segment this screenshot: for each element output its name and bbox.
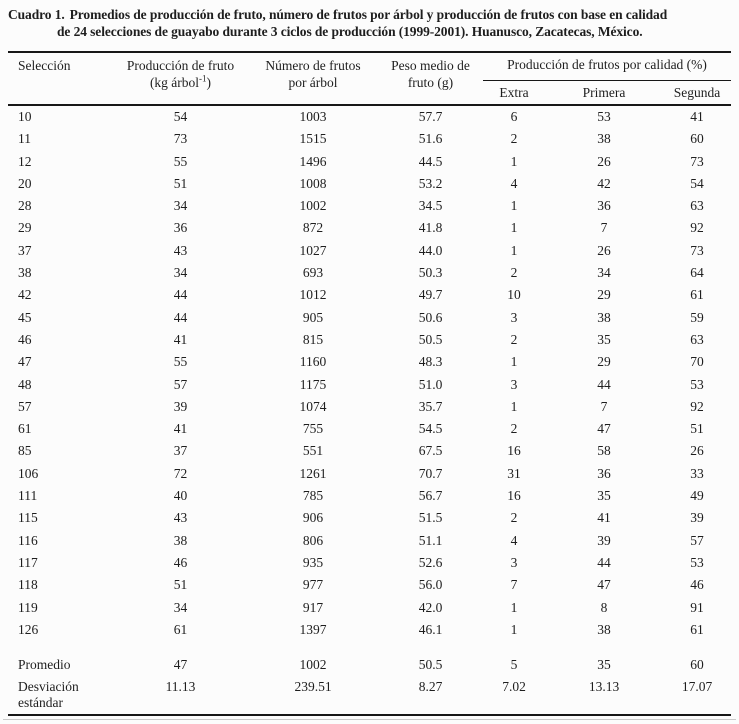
value-cell: 38 — [597, 309, 611, 325]
summary-label: Desviación estándar — [18, 678, 79, 711]
value-cell: 64 — [690, 265, 704, 281]
value-cell: 44.5 — [418, 153, 443, 169]
value-cell: 61 — [690, 621, 704, 637]
seleccion-cell: 85 — [18, 443, 32, 459]
value-cell: 4 — [510, 532, 518, 548]
value-cell: 2 — [510, 265, 518, 281]
value-cell: 70.7 — [418, 465, 443, 481]
value-cell: 5 — [510, 657, 518, 673]
value-cell: 39 — [173, 398, 188, 414]
value-cell: 1008 — [299, 175, 327, 191]
value-cell: 26 — [597, 153, 611, 169]
value-cell: 4 — [510, 175, 518, 191]
value-cell: 44.0 — [418, 242, 443, 258]
value-cell: 38 — [173, 532, 188, 548]
table-header — [8, 52, 731, 105]
seleccion-cell: 37 — [18, 242, 32, 258]
table-row — [8, 396, 731, 418]
value-cell: 53 — [690, 554, 704, 570]
value-cell: 1 — [510, 242, 518, 258]
header-row-group — [8, 52, 731, 80]
value-cell: 63 — [690, 198, 704, 214]
value-cell: 57 — [173, 376, 188, 392]
seleccion-cell: 115 — [18, 510, 38, 526]
value-cell: 50.6 — [418, 309, 443, 325]
table-row — [8, 574, 731, 596]
value-cell: 1160 — [299, 354, 327, 370]
value-cell: 57 — [690, 532, 704, 548]
table-row — [8, 307, 731, 329]
value-cell: 46 — [173, 554, 188, 570]
seleccion-cell: 11 — [18, 131, 31, 147]
value-cell: 16 — [507, 443, 521, 459]
col-header-numero-line2: por árbol — [288, 74, 338, 90]
value-cell: 42.0 — [418, 599, 443, 615]
value-cell: 54 — [173, 109, 188, 124]
value-cell: 50.5 — [418, 331, 443, 347]
value-cell: 50.3 — [418, 265, 443, 281]
value-cell: 57.7 — [418, 109, 443, 124]
value-cell: 41 — [597, 510, 611, 526]
value-cell: 43 — [173, 242, 188, 258]
value-cell: 2 — [510, 131, 518, 147]
value-cell: 61 — [690, 287, 704, 303]
value-cell: 34 — [173, 599, 188, 615]
value-cell: 26 — [690, 443, 704, 459]
value-cell: 56.0 — [418, 577, 443, 593]
table-row — [8, 374, 731, 396]
value-cell: 35 — [597, 657, 611, 673]
caption-label: Cuadro 1. — [8, 7, 65, 22]
value-cell: 7.02 — [502, 678, 526, 694]
value-cell: 8 — [600, 599, 608, 615]
value-cell: 3 — [510, 554, 518, 570]
value-cell: 51.1 — [418, 532, 443, 548]
value-cell: 34 — [173, 265, 188, 281]
value-cell: 63 — [690, 331, 704, 347]
value-cell: 1496 — [299, 153, 327, 169]
seleccion-cell: 10 — [18, 109, 32, 124]
value-cell: 60 — [690, 131, 704, 147]
value-cell: 1261 — [299, 465, 327, 481]
col-header-produccion-unit: (kg árbol$^{-1}$) — [149, 73, 212, 90]
table-row — [8, 217, 731, 239]
value-cell: 1175 — [299, 376, 327, 392]
table-row — [8, 552, 731, 574]
seleccion-cell: 106 — [18, 465, 39, 481]
value-cell: 2 — [510, 331, 518, 347]
seleccion-cell: 45 — [18, 309, 32, 325]
value-cell: 785 — [302, 488, 324, 504]
table-row — [8, 105, 731, 128]
table-body — [8, 105, 731, 641]
value-cell: 693 — [302, 265, 324, 281]
value-cell: 49 — [690, 488, 704, 504]
value-cell: 49.7 — [418, 287, 443, 303]
value-cell: 8.27 — [418, 678, 443, 694]
value-cell: 1515 — [299, 131, 327, 147]
value-cell: 51 — [690, 421, 704, 437]
value-cell: 1 — [510, 621, 518, 637]
seleccion-cell: 38 — [18, 265, 32, 281]
value-cell: 6 — [510, 109, 518, 124]
table-row — [8, 151, 731, 173]
value-cell: 10 — [507, 287, 521, 303]
value-cell: 31 — [507, 465, 521, 481]
value-cell: 34 — [597, 265, 611, 281]
seleccion-cell: 119 — [18, 599, 38, 615]
value-cell: 59 — [690, 309, 704, 325]
value-cell: 977 — [302, 577, 324, 593]
value-cell: 1002 — [299, 198, 327, 214]
caption-line1 — [8, 7, 731, 24]
value-cell: 755 — [302, 421, 324, 437]
seleccion-cell: 61 — [18, 421, 32, 437]
seleccion-cell: 47 — [18, 354, 32, 370]
spacer-row — [8, 641, 731, 654]
value-cell: 34.5 — [418, 198, 443, 214]
value-cell: 73 — [173, 131, 188, 147]
seleccion-cell: 57 — [18, 398, 32, 414]
value-cell: 67.5 — [418, 443, 443, 459]
seleccion-cell: 48 — [18, 376, 32, 392]
value-cell: 52.6 — [418, 554, 443, 570]
value-cell: 7 — [600, 398, 608, 414]
value-cell: 72 — [173, 465, 188, 481]
production-table — [8, 51, 731, 716]
value-cell: 935 — [302, 554, 324, 570]
superscript-exponent: -1 — [199, 73, 207, 83]
table-row — [8, 597, 731, 619]
value-cell: 39 — [690, 510, 704, 526]
col-header-numero — [248, 52, 378, 105]
value-cell: 61 — [173, 621, 188, 637]
table-row — [8, 507, 731, 529]
table-row — [8, 463, 731, 485]
seleccion-cell: 42 — [18, 287, 32, 303]
col-header-extra: Extra — [483, 80, 545, 105]
col-header-peso-line1: Peso medio de — [391, 58, 470, 73]
summary-row — [8, 676, 731, 715]
value-cell: 26 — [597, 242, 611, 258]
scan-artifact-rule — [3, 719, 736, 720]
value-cell: 1003 — [299, 109, 327, 124]
table-row — [8, 195, 731, 217]
value-cell: 7 — [600, 220, 608, 236]
seleccion-cell: 111 — [18, 488, 38, 504]
value-cell: 44 — [597, 554, 611, 570]
seleccion-cell: 20 — [18, 175, 32, 191]
value-cell: 73 — [690, 153, 704, 169]
value-cell: 51 — [173, 577, 188, 593]
seleccion-cell: 116 — [18, 532, 38, 548]
table-row — [8, 262, 731, 284]
value-cell: 55 — [173, 354, 188, 370]
value-cell: 1 — [510, 599, 518, 615]
table-row — [8, 329, 731, 351]
value-cell: 53 — [690, 376, 704, 392]
value-cell: 917 — [302, 599, 324, 615]
seleccion-cell: 12 — [18, 153, 32, 169]
col-header-primera: Primera — [545, 80, 663, 105]
value-cell: 33 — [690, 465, 704, 481]
col-header-numero-line1: Número de frutos — [265, 58, 361, 73]
value-cell: 1074 — [299, 398, 327, 414]
value-cell: 46.1 — [418, 621, 443, 637]
value-cell: 35.7 — [418, 398, 443, 414]
value-cell: 41 — [690, 109, 704, 124]
summary-label: Promedio — [18, 657, 71, 673]
col-header-produccion-line1: Producción de fruto — [126, 58, 235, 73]
value-cell: 1 — [510, 398, 518, 414]
value-cell: 43 — [173, 510, 188, 526]
value-cell: 1 — [510, 354, 518, 370]
table-row — [8, 418, 731, 440]
value-cell: 51.5 — [418, 510, 443, 526]
value-cell: 906 — [302, 510, 324, 526]
value-cell: 1 — [510, 198, 518, 214]
value-cell: 3 — [510, 309, 518, 325]
col-header-peso-line2: fruto (g) — [407, 74, 454, 90]
value-cell: 54.5 — [418, 421, 443, 437]
table-row — [8, 619, 731, 641]
value-cell: 41.8 — [418, 220, 443, 236]
value-cell: 35 — [597, 488, 611, 504]
value-cell: 36 — [597, 198, 611, 214]
value-cell: 70 — [690, 354, 704, 370]
value-cell: 29 — [597, 354, 611, 370]
value-cell: 38 — [597, 131, 611, 147]
value-cell: 50.5 — [418, 657, 443, 673]
value-cell: 41 — [173, 421, 188, 437]
value-cell: 1397 — [299, 621, 327, 637]
value-cell: 53.2 — [418, 175, 443, 191]
value-cell: 2 — [510, 510, 518, 526]
value-cell: 60 — [690, 657, 704, 673]
value-cell: 13.13 — [588, 678, 620, 694]
value-cell: 2 — [510, 421, 518, 437]
seleccion-cell: 126 — [18, 621, 39, 637]
seleccion-cell: 117 — [18, 554, 38, 570]
value-cell: 1027 — [299, 242, 327, 258]
caption-text-line1: Promedios de producción de fruto, número de frutos por árbol y producción de frutos con base en calidad — [69, 7, 668, 22]
summary-body — [8, 641, 731, 715]
value-cell: 3 — [510, 376, 518, 392]
summary-row — [8, 654, 731, 676]
value-cell: 815 — [302, 331, 324, 347]
value-cell: 872 — [302, 220, 324, 236]
col-header-seleccion: Selección — [8, 52, 113, 105]
value-cell: 44 — [597, 376, 611, 392]
value-cell: 92 — [690, 220, 704, 236]
seleccion-cell: 46 — [18, 331, 32, 347]
value-cell: 39 — [597, 532, 611, 548]
table-row — [8, 530, 731, 552]
value-cell: 37 — [173, 443, 188, 459]
value-cell: 44 — [173, 309, 188, 325]
col-header-calidad-group: Producción de frutos por calidad (%) — [483, 52, 731, 80]
value-cell: 41 — [173, 331, 188, 347]
table-row — [8, 240, 731, 262]
col-header-peso — [378, 52, 483, 105]
table-row — [8, 284, 731, 306]
value-cell: 239.51 — [294, 678, 332, 694]
table-row — [8, 440, 731, 462]
value-cell: 34 — [173, 198, 188, 214]
table-row — [8, 351, 731, 373]
col-header-segunda: Segunda — [663, 80, 731, 105]
value-cell: 905 — [302, 309, 324, 325]
value-cell: 551 — [302, 443, 324, 459]
value-cell: 35 — [597, 331, 611, 347]
value-cell: 91 — [690, 599, 704, 615]
value-cell: 51.0 — [418, 376, 443, 392]
value-cell: 73 — [690, 242, 704, 258]
value-cell: 44 — [173, 287, 188, 303]
value-cell: 51.6 — [418, 131, 443, 147]
value-cell: 46 — [690, 577, 704, 593]
value-cell: 54 — [690, 175, 704, 191]
table-caption — [8, 7, 731, 40]
value-cell: 58 — [597, 443, 611, 459]
value-cell: 55 — [173, 153, 188, 169]
caption-text-line2: de 24 selecciones de guayabo durante 3 ciclos de producción (1999-2001). Huanusco, Zacatecas, México. — [57, 23, 643, 39]
value-cell: 1 — [510, 220, 518, 236]
value-cell: 16 — [507, 488, 521, 504]
seleccion-cell: 28 — [18, 198, 32, 214]
seleccion-cell: 118 — [18, 577, 38, 593]
value-cell: 7 — [510, 577, 518, 593]
value-cell: 17.07 — [681, 678, 713, 694]
value-cell: 36 — [173, 220, 188, 236]
value-cell: 38 — [597, 621, 611, 637]
col-header-produccion — [113, 52, 248, 105]
value-cell: 47 — [597, 421, 611, 437]
value-cell: 1 — [510, 153, 518, 169]
scanned-page — [0, 7, 739, 724]
value-cell: 29 — [597, 287, 611, 303]
value-cell: 92 — [690, 398, 704, 414]
value-cell: 1012 — [299, 287, 327, 303]
table-row — [8, 173, 731, 195]
value-cell: 48.3 — [418, 354, 443, 370]
value-cell: 47 — [597, 577, 611, 593]
value-cell: 40 — [173, 488, 188, 504]
value-cell: 56.7 — [418, 488, 443, 504]
value-cell: 51 — [173, 175, 188, 191]
table-row — [8, 485, 731, 507]
value-cell: 42 — [597, 175, 611, 191]
value-cell: 47 — [173, 657, 188, 673]
value-cell: 11.13 — [165, 678, 196, 694]
value-cell: 36 — [597, 465, 611, 481]
value-cell: 53 — [597, 109, 611, 124]
value-cell: 1002 — [299, 657, 327, 673]
table-row — [8, 128, 731, 150]
value-cell: 806 — [302, 532, 324, 548]
seleccion-cell: 29 — [18, 220, 32, 236]
